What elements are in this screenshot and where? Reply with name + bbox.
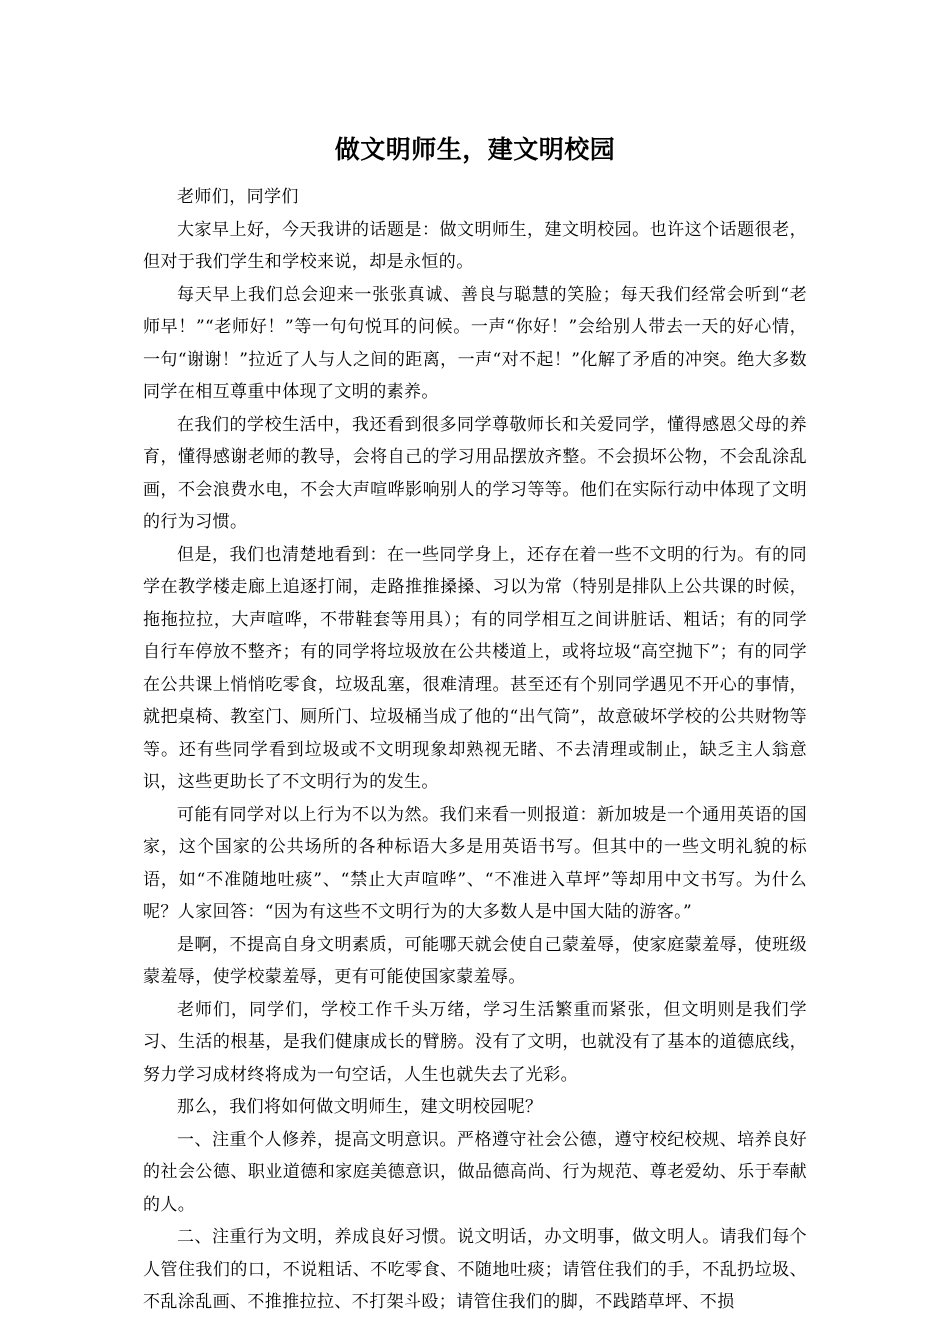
- paragraph-good-behavior: 在我们的学校生活中，我还看到很多同学尊敬师长和关爱同学，懂得感恩父母的养育，懂得感谢老师的教导，会将自己的学习用品摆放齐整。不会损坏公物，不会乱涂乱画，不会浪费水电，不会大声喧哗影响别人的学习等等。他们在实际行动中体现了文明的行为习惯。: [143, 414, 807, 532]
- paragraph-point-two: 二、注重行为文明，养成良好习惯。说文明话，办文明事，做文明人。请我们每个人管住我们的口，不说粗话、不吃零食、不随地吐痰；请管住我们的手，不乱扔垃圾、不乱涂乱画、不推推拉拉、不打架斗殴；请管住我们的脚，不践踏草坪、不损: [143, 1227, 807, 1312]
- paragraph-greeting: 大家早上好，今天我讲的话题是：做文明师生，建文明校园。也许这个话题很老，但对于我们学生和学校来说，却是永恒的。: [143, 219, 807, 272]
- paragraph-shame: 是啊，不提高自身文明素质，可能哪天就会使自己蒙羞辱，使家庭蒙羞辱，使班级蒙羞辱，使学校蒙羞辱，更有可能使国家蒙羞辱。: [143, 934, 807, 987]
- paragraph-morning-greetings: 每天早上我们总会迎来一张张真诚、善良与聪慧的笑脸；每天我们经常会听到“老师早！”“老师好！”等一句句悦耳的问候。一声“你好！”会给别人带去一天的好心情，一句“谢谢！”拉近了人与人之间的距离，一声“对不起！”化解了矛盾的冲突。绝大多数同学在相互尊重中体现了文明的素养。: [143, 284, 807, 402]
- document-title: 做文明师生，建文明校园: [334, 135, 616, 164]
- paragraph-salutation: 老师们，同学们: [177, 187, 299, 207]
- paragraph-singapore-report: 可能有同学对以上行为不以为然。我们来看一则报道：新加坡是一个通用英语的国家，这个国家的公共场所的各种标语大多是用英语书写。但其中的一些文明礼貌的标语，如“不准随地吐痰”、“禁止大声喧哗”、“不准进入草坪”等却用中文书写。为什么呢？人家回答：“因为有这些不文明行为的大多数人是中国大陆的游客。”: [143, 804, 807, 922]
- paragraph-question: 那么，我们将如何做文明师生，建文明校园呢？: [177, 1097, 543, 1117]
- paragraph-foundation: 老师们，同学们，学校工作千头万绪，学习生活繁重而紧张，但文明则是我们学习、生活的根基，是我们健康成长的臂膀。没有了文明，也就没有了基本的道德底线，努力学习成材终将成为一句空话，人生也就失去了光彩。: [143, 999, 807, 1085]
- paragraph-uncivil-behavior: 但是，我们也清楚地看到：在一些同学身上，还存在着一些不文明的行为。有的同学在教学楼走廊上追逐打闹，走路推推搡搡、习以为常（特别是排队上公共课的时候，拖拖拉拉，大声喧哗，不带鞋套等用具）；有的同学相互之间讲脏话、粗话；有的同学自行车停放不整齐；有的同学将垃圾放在公共楼道上，或将垃圾“高空抛下”；有的同学在公共课上悄悄吃零食，垃圾乱塞，很难清理。甚至还有个别同学遇见不开心的事情，就把桌椅、教室门、厕所门、垃圾桶当成了他的“出气筒”，故意破坏学校的公共财物等等。还有些同学看到垃圾或不文明现象却熟视无睹、不去清理或制止，缺乏主人翁意识，这些更助长了不文明行为的发生。: [143, 544, 807, 792]
- document-page: [143, 128, 807, 1319]
- paragraph-point-one: 一、注重个人修养，提高文明意识。严格遵守社会公德，遵守校纪校规、培养良好的社会公德、职业道德和家庭美德意识，做品德高尚、行为规范、尊老爱幼、乐于奉献的人。: [143, 1129, 807, 1215]
